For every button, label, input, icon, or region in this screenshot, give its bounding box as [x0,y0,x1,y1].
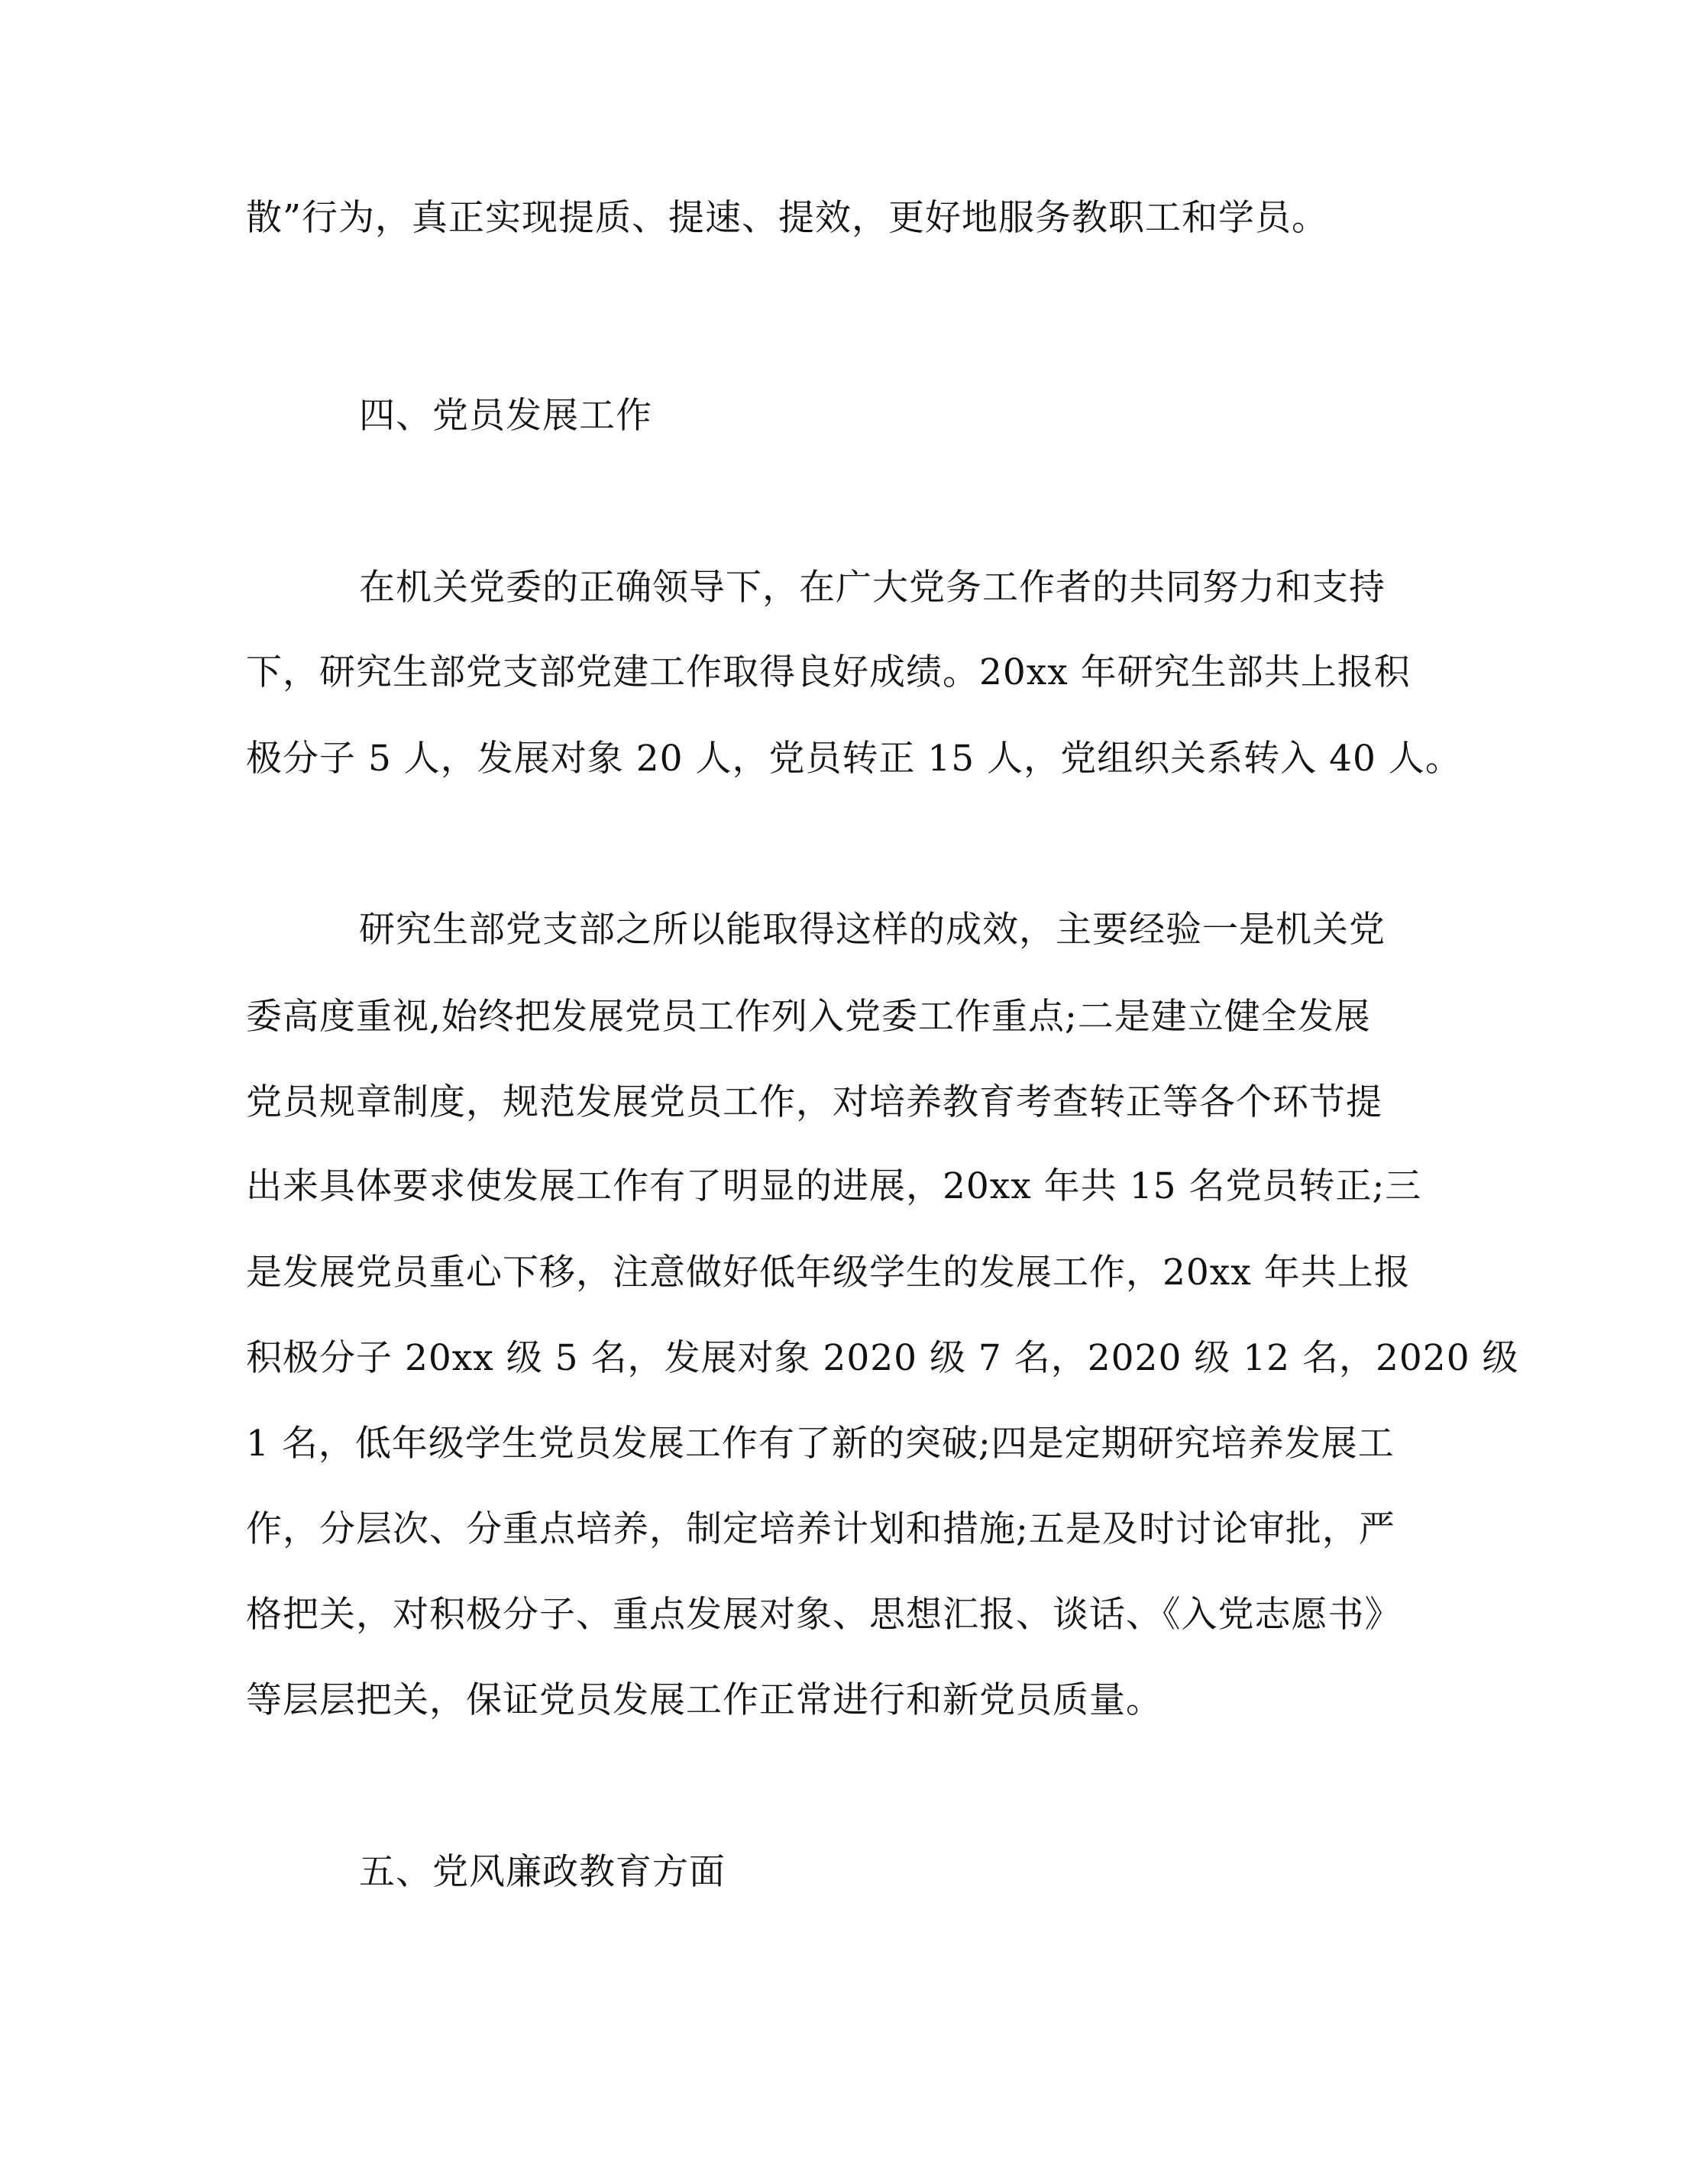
paragraph-line: 下，研究生部党支部党建工作取得良好成绩。20xx 年研究生部共上报积 [246,651,1411,693]
paragraph-line: 委高度重视,始终把发展党员工作列入党委工作重点;二是建立健全发展 [246,996,1371,1038]
paragraph-line: 1 名，低年级学生党员发展工作有了新的突破;四是定期研究培养发展工 [246,1423,1395,1465]
paragraph-line: 研究生部党支部之所以能取得这样的成效，主要经验一是机关党 [359,909,1386,951]
continuation-line: 散”行为，真正实现提质、提速、提效，更好地服务教职工和学员。 [246,197,1329,239]
section-4-heading: 四、党员发展工作 [359,395,652,437]
section-5-heading: 五、党风廉政教育方面 [359,1851,726,1893]
paragraph-line: 作，分层次、分重点培养，制定培养计划和措施;五是及时讨论审批，严 [246,1508,1395,1550]
paragraph-line: 是发展党员重心下移，注意做好低年级学生的发展工作，20xx 年共上报 [246,1252,1411,1294]
paragraph-line: 格把关，对积极分子、重点发展对象、思想汇报、谈话、《入党志愿书》 [246,1594,1402,1636]
paragraph-line: 积极分子 20xx 级 5 名，发展对象 2020 级 7 名，2020 级 12 名，2020 级 [246,1337,1519,1379]
paragraph-line: 党员规章制度，规范发展党员工作，对培养教育考查转正等各个环节提 [246,1081,1382,1123]
paragraph-line: 出来具体要求使发展工作有了明显的进展，20xx 年共 15 名党员转正;三 [246,1165,1422,1207]
paragraph-line: 在机关党委的正确领导下，在广大党务工作者的共同努力和支持 [359,567,1386,609]
paragraph-line: 等层层把关，保证党员发展工作正常进行和新党员质量。 [246,1679,1163,1721]
paragraph-line: 极分子 5 人，发展对象 20 人，党员转正 15 人，党组织关系转入 40 人。 [246,738,1462,780]
